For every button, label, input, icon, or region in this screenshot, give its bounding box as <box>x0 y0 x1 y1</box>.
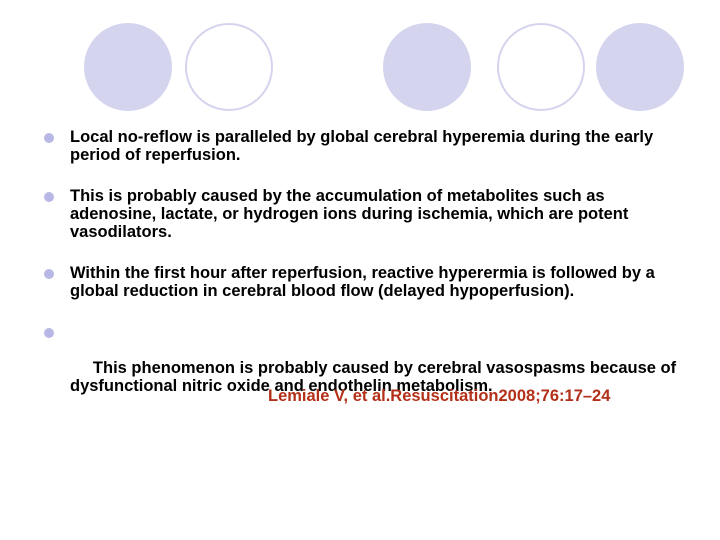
bullet-item <box>44 264 684 300</box>
bullet-item <box>44 187 684 241</box>
decorative-circle-5 <box>596 23 684 111</box>
bullet-dot-icon <box>44 269 54 279</box>
decorative-circle-2 <box>185 23 273 111</box>
bullet-item <box>44 128 684 164</box>
bullet-text: This phenomenon is probably caused by cerebral vasospasms because of dysfunctional nitric oxide and endothelin metabolism. <box>70 359 681 395</box>
bullet-dot-icon <box>44 133 54 143</box>
decorative-circle-4 <box>497 23 585 111</box>
decorative-circle-3 <box>383 23 471 111</box>
bullet-dot-icon <box>44 192 54 202</box>
citation: Lemiale V, et al.Resuscitation2008;76:17–24 <box>268 387 611 405</box>
bullet-text: Local no-reflow is paralleled by global cerebral hyperemia during the early period of reperfusion. <box>70 128 654 164</box>
bullet-dot-icon <box>44 328 54 338</box>
bullet-text: This is probably caused by the accumulation of metabolites such as adenosine, lactate, or hydrogen ions during ischemia, which are potent vasodilators. <box>70 187 629 241</box>
decorative-circle-1 <box>84 23 172 111</box>
bullet-text: Within the first hour after reperfusion, reactive hyperermia is followed by a global reduction in cerebral blood flow (delayed hypoperfusion). <box>70 264 655 300</box>
